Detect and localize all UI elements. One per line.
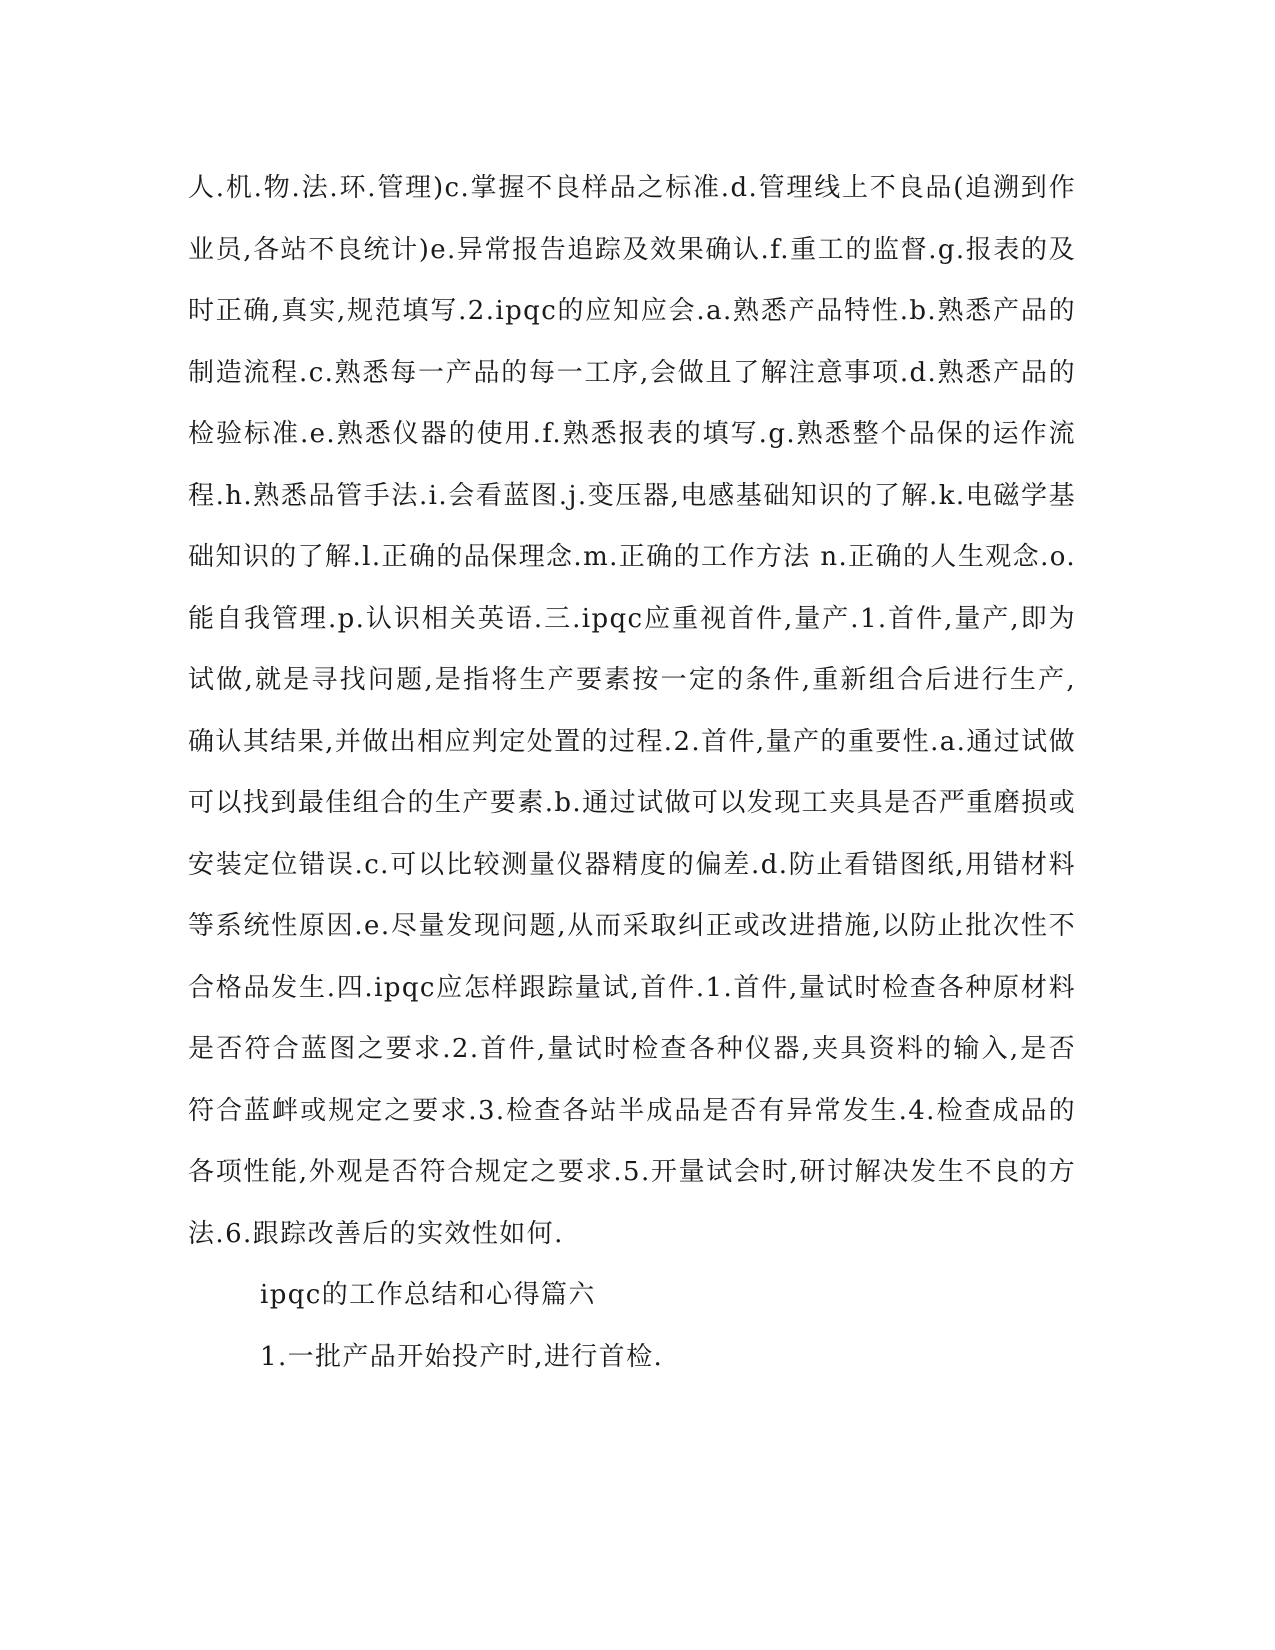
section-heading: ipqc的工作总结和心得篇六 (260, 1280, 596, 1310)
document-content (188, 158, 1076, 1388)
body-paragraph: 人.机.物.法.环.管理)c.掌握不良样品之标准.d.管理线上不良品(追溯到作业员,各站不良统计)e.异常报告追踪及效果确认.f.重工的监督.g.报表的及时正确,真实,规范填写.2.ipqc的应知应会.a.熟悉产品特性.b.熟悉产品的制造流程.c.熟悉每一产品的每一工序,会做且了解注意事项.d.熟悉产品的检验标准.e.熟悉仪器的使用.f.熟悉报表的填写.g.熟悉整个品保的运作流程.h.熟悉品管手法.i.会看蓝图.j.变压器,电感基础知识的了解.k.电磁学基础知识的了解.l.正确的品保理念.m.正确的工作方法 n.正确的人生观念.o.能自我管理.p.认识相关英语.三.ipqc应重视首件,量产.1.首件,量产,即为试做,就是寻找问题,是指将生产要素按一定的条件,重新组合后进行生产,确认其结果,并做出相应判定处置的过程.2.首件,量产的重要性.a.通过试做可以找到最佳组合的生产要素.b.通过试做可以发现工夹具是否严重磨损或安装定位错误.c.可以比较测量仪器精度的偏差.d.防止看错图纸,用错材料等系统性原因.e.尽量发现问题,从而采取纠正或改进措施,以防止批次性不合格品发生.四.ipqc应怎样跟踪量试,首件.1.首件,量试时检查各种原材料是否符合蓝图之要求.2.首件,量试时检查各种仪器,夹具资料的输入,是否符合蓝衅或规定之要求.3.检查各站半成品是否有异常发生.4.检查成品的各项性能,外观是否符合规定之要求.5.开量试会时,研讨解决发生不良的方法.6.跟踪改善后的实效性如何. (188, 173, 1076, 1249)
list-item-1: 1.一批产品开始投产时,进行首检. (260, 1341, 664, 1372)
